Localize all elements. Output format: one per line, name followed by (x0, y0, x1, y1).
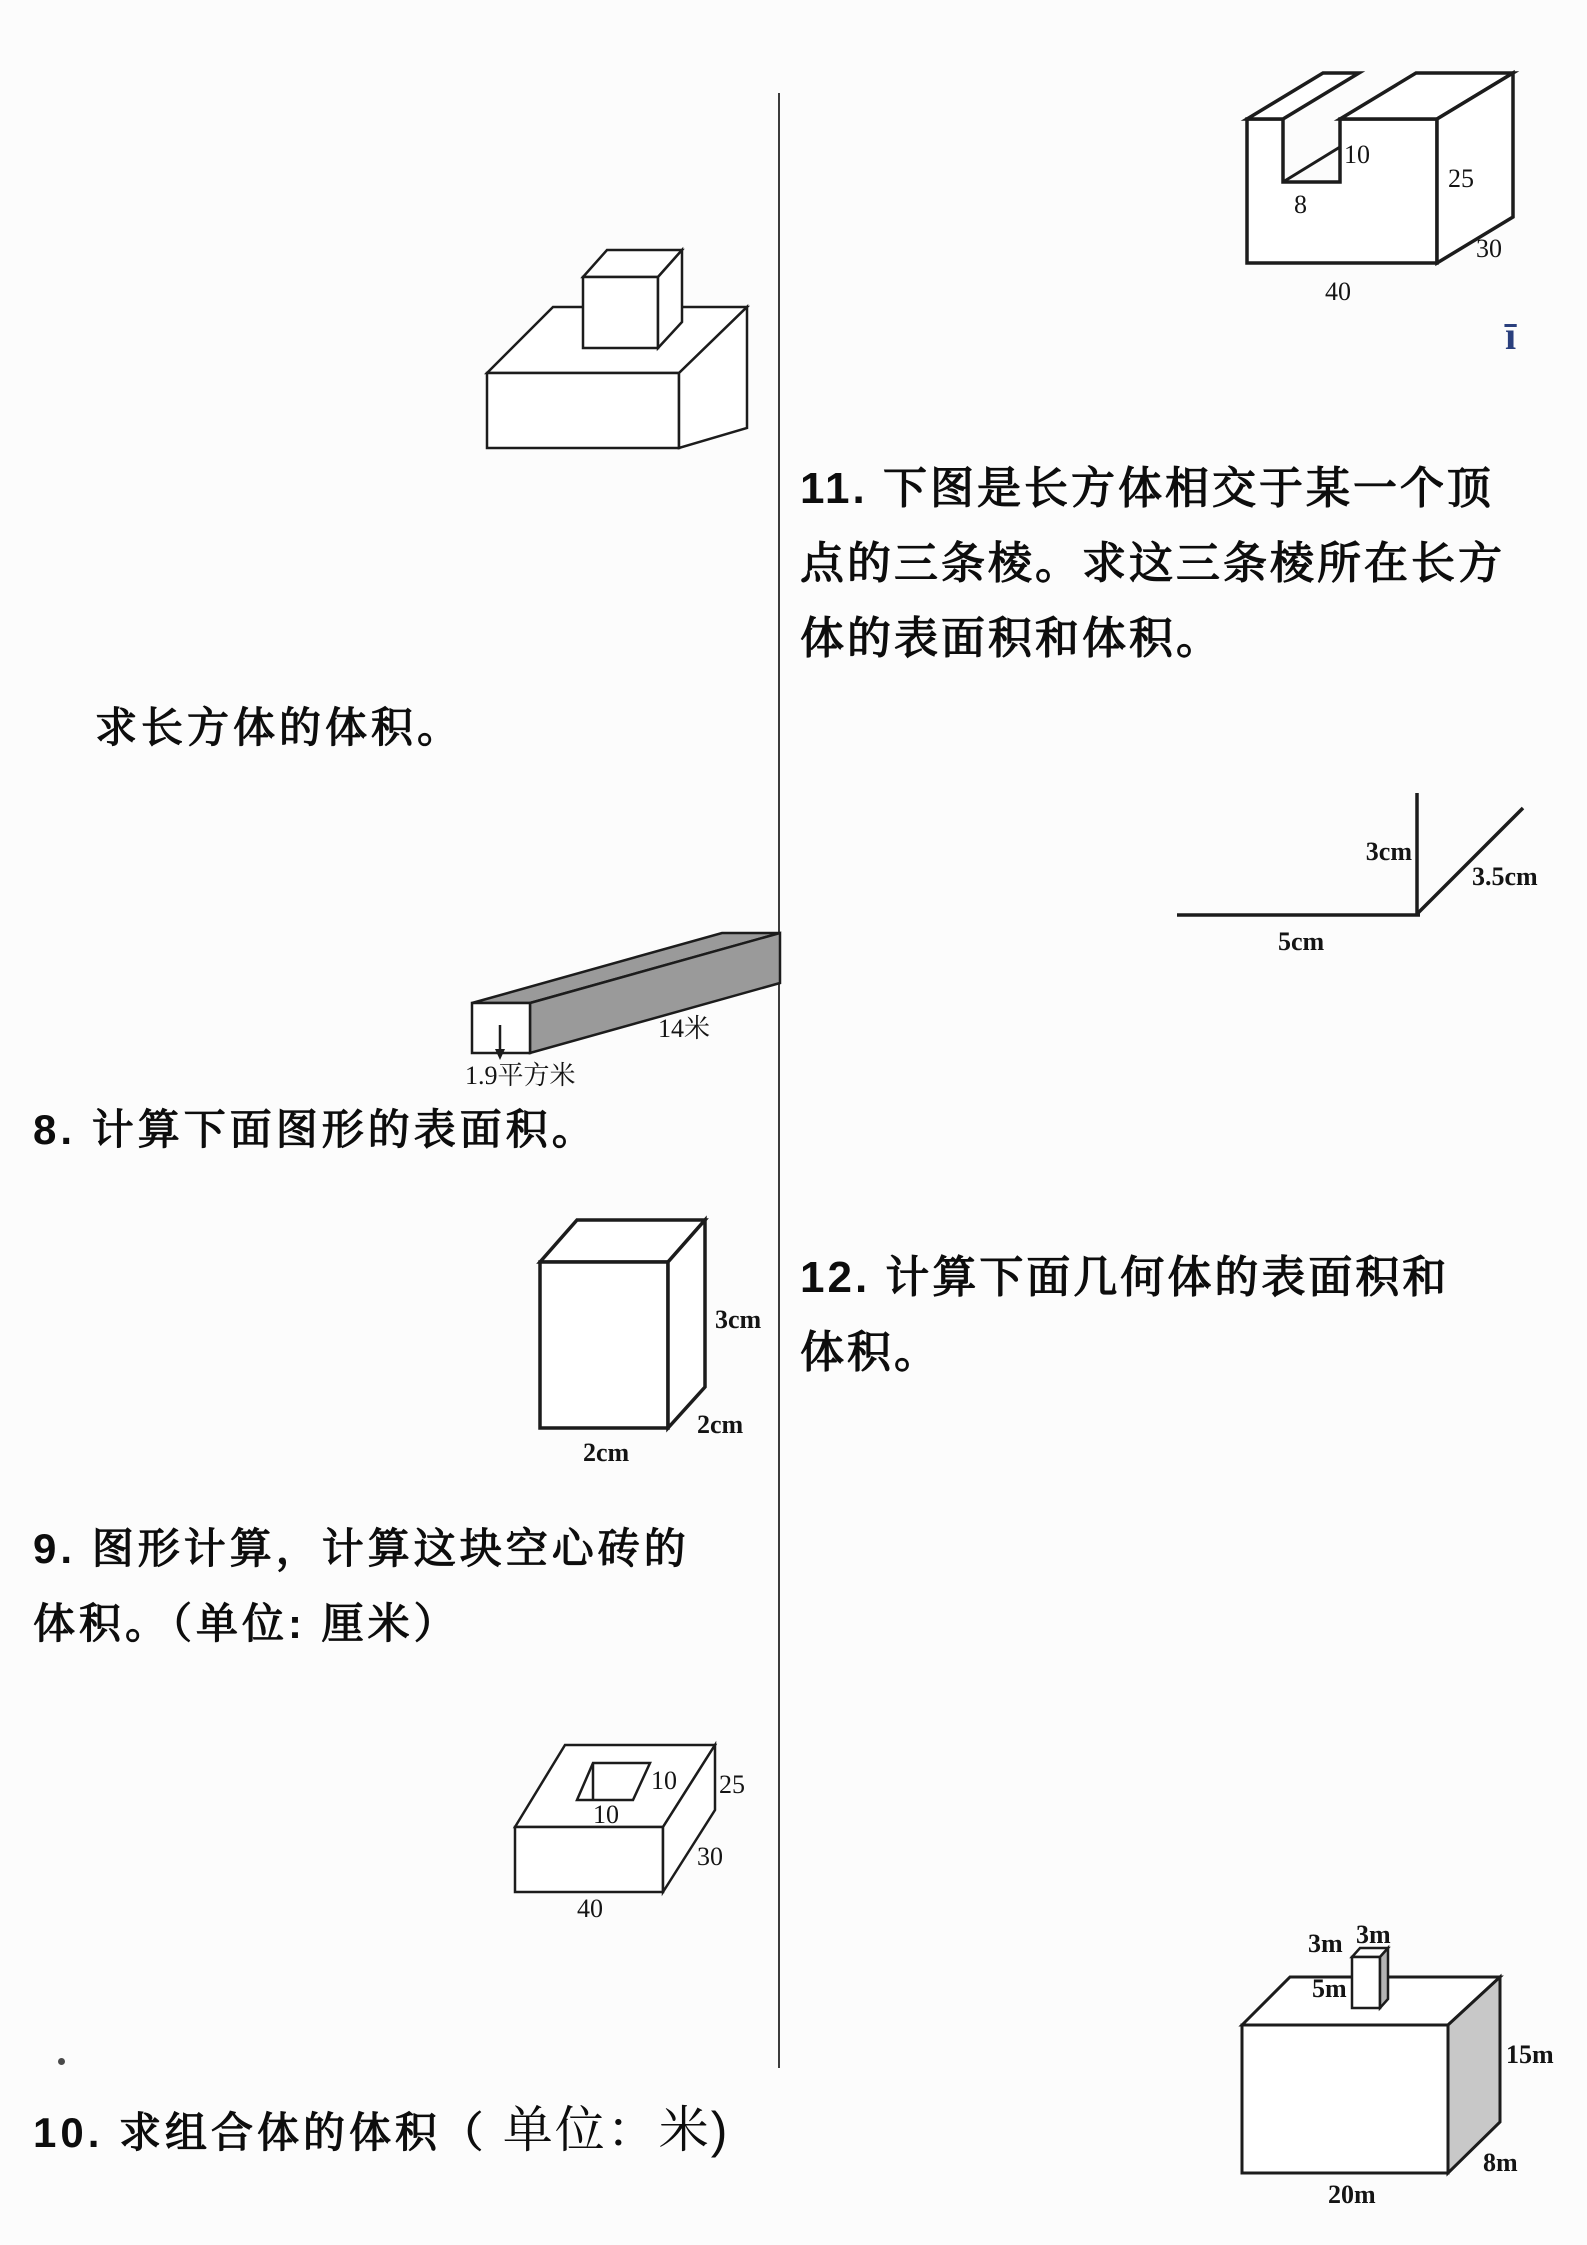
brick-hole-depth-label: 10 (651, 1766, 677, 1795)
notched-front-face (1247, 119, 1437, 263)
q9-prompt-line1: 9. 图形计算，计算这块空心砖的 (33, 1525, 690, 1572)
post-depth-label: 3m (1308, 1929, 1343, 1958)
prism-depth-label: 2cm (697, 1410, 744, 1439)
beam-area-label: 1.9平方米 (465, 1061, 576, 1090)
figure-notched-block (1230, 55, 1560, 315)
prism-front-face (540, 1262, 668, 1428)
edge-horizontal-label: 5cm (1278, 927, 1325, 956)
figure-hollow-brick (505, 1735, 755, 1925)
q10-prompt-text (33, 2090, 729, 2162)
stray-ink-mark: ī (1505, 313, 1517, 358)
figure-composite-box (1230, 1905, 1587, 2225)
q9-prompt-line2: 体积。（单位: 厘米） (33, 1600, 460, 1647)
post-height-label: 5m (1312, 1974, 1347, 2003)
beam-length-label: 14米 (658, 1014, 711, 1043)
post-right-face (1380, 1948, 1388, 2008)
figure-box-with-cube (440, 210, 770, 460)
figure-beam (455, 925, 785, 1090)
brick-height-label: 25 (719, 1770, 745, 1799)
post-width-label: 3m (1356, 1920, 1391, 1949)
bigbox-width-label: 20m (1328, 2180, 1376, 2209)
groove-depth-label: 10 (1344, 140, 1370, 169)
q11-prompt-line2: 点的三条棱。求这三条棱所在长方 (800, 539, 1505, 588)
bigbox-height-label: 15m (1506, 2040, 1554, 2069)
prism-height-label: 3cm (715, 1305, 762, 1334)
brick-front-face (515, 1827, 663, 1892)
edge-vertical-label: 3cm (1365, 837, 1412, 866)
cube-front-face (583, 277, 658, 348)
brick-hole-width-label: 10 (593, 1800, 619, 1829)
brick-width-label: 40 (577, 1894, 603, 1923)
brick-depth-label: 30 (697, 1842, 723, 1871)
figure-three-edges (1160, 770, 1580, 960)
q8-prompt-text: 8. 计算下面图形的表面积。 (33, 1106, 598, 1153)
notched-depth-label: 30 (1476, 234, 1502, 263)
base-box-front-face (487, 373, 679, 448)
bigbox-depth-label: 8m (1483, 2148, 1518, 2177)
prism-width-label: 2cm (583, 1438, 630, 1467)
notched-height-label: 25 (1448, 164, 1474, 193)
q10-prompt-unit: 单位：米) (502, 2102, 730, 2158)
edge-diagonal (1418, 808, 1523, 913)
stray-dot (58, 2058, 65, 2065)
q11-prompt-line1: 11. 下图是长方体相交于某一个顶 (800, 464, 1494, 513)
q11-prompt-line3: 体的表面积和体积。 (800, 614, 1223, 663)
q10-prompt-main: 10. 求组合体的体积（ (33, 2109, 503, 2156)
bigbox-front-face (1242, 2025, 1448, 2173)
post-front-face (1352, 1957, 1380, 2008)
groove-floor-edge (1283, 147, 1340, 182)
notched-width-label: 40 (1325, 277, 1351, 306)
q7-prompt-text: 求长方体的体积。 (95, 704, 464, 751)
notched-top-left-strip (1247, 73, 1359, 119)
figure-prism-2x2x3 (525, 1205, 785, 1470)
edge-diagonal-label: 3.5cm (1472, 862, 1538, 891)
q12-prompt-line1: 12. 计算下面几何体的表面积和 (800, 1253, 1450, 1302)
q12-prompt-line2: 体积。 (800, 1328, 941, 1377)
groove-width-label: 8 (1294, 190, 1307, 219)
cross-section-arrowhead-icon (495, 1049, 505, 1060)
